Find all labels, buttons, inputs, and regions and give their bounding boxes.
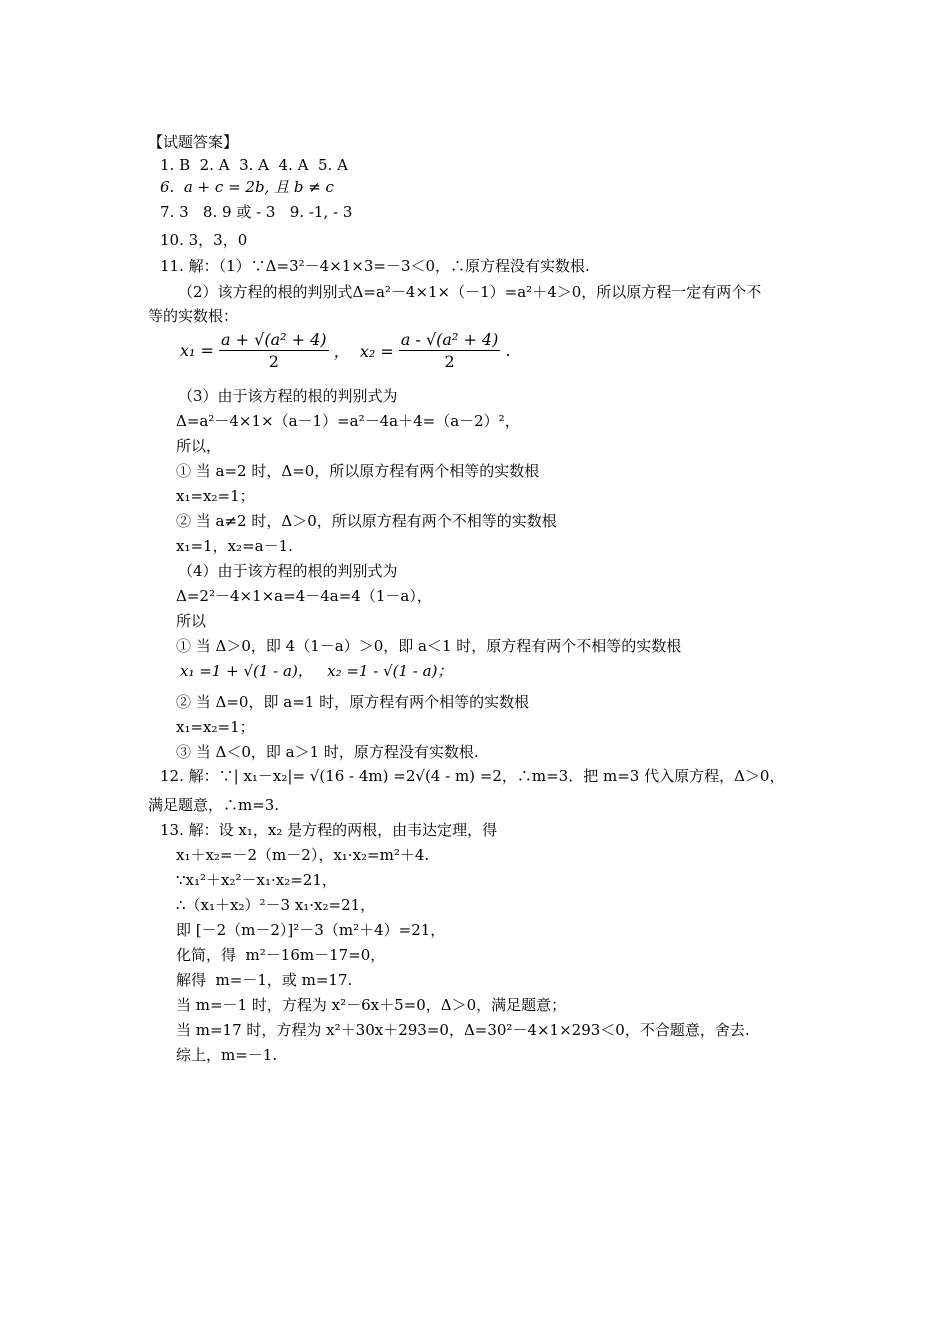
q13-line9: 当 m=17 时，方程为 x²＋30x＋293=0，Δ=30²－4×1×293＜0，不合题意，舍去. [176, 1021, 750, 1039]
answers-7-9: 7. 3 8. 9 或 - 3 9. -1, - 3 [160, 203, 353, 221]
q13-line2: x₁＋x₂=－2（m－2），x₁·x₂=m²＋4. [176, 846, 430, 864]
x2-numerator: a - √(a² + 4) [400, 330, 499, 349]
x2-denominator: 2 [444, 352, 455, 371]
x1-lhs: x₁ = [180, 341, 214, 360]
q11-part3-case1: ① 当 a=2 时，Δ=0，所以原方程有两个相等的实数根 [176, 462, 540, 480]
q11-part4-so: 所以 [176, 612, 207, 630]
q11-part4-intro: （4）由于该方程的根的判别式为 [178, 562, 398, 580]
q11-part4-discriminant: Δ=2²－4×1×a=4－4a=4（1－a）， [176, 587, 432, 605]
q11-roots-formula [180, 330, 511, 380]
q11-part1: 11. 解：（1）∵Δ=3²－4×1×3=－3＜0，∴原方程没有实数根. [160, 257, 590, 275]
q13-line6: 化简，得 m²－16m－17=0， [176, 946, 386, 964]
q13-line1: 13. 解：设 x₁，x₂ 是方程的两根，由韦达定理，得 [160, 821, 498, 839]
q11-part4-case1-roots: x₁ =1 + √(1 - a)， x₂ =1 - √(1 - a)； [180, 662, 453, 680]
answer-10: 10. 3，3，0 [160, 231, 248, 249]
q13-line8: 当 m=－1 时，方程为 x²－6x＋5=0，Δ＞0，满足题意； [176, 996, 567, 1014]
q11-part2-line1: （2）该方程的根的判别式Δ=a²－4×1×（－1）=a²＋4＞0，所以原方程一定有两个不 [178, 283, 762, 301]
x1-numerator: a + √(a² + 4) [221, 330, 327, 349]
x2-lhs: ， x₂ = [333, 342, 394, 361]
q13-line4: ∴（x₁＋x₂）²－3 x₁·x₂=21， [176, 896, 376, 914]
q11-part3-case2: ② 当 a≠2 时，Δ＞0，所以原方程有两个不相等的实数根 [176, 512, 557, 530]
q11-part4-case2: ② 当 Δ=0，即 a=1 时，原方程有两个相等的实数根 [176, 693, 530, 711]
q11-part3-case1-roots: x₁=x₂=1； [176, 487, 255, 505]
answers-1-5: 1. B 2. A 3. A 4. A 5. A [160, 156, 348, 174]
q11-part3-so: 所以， [176, 437, 222, 455]
q11-part4-case3: ③ 当 Δ＜0，即 a＞1 时，原方程没有实数根. [176, 743, 479, 761]
q11-part4-case2-roots: x₁=x₂=1； [176, 718, 255, 736]
q13-line5: 即 [－2（m－2）]²－3（m²＋4）=21， [176, 921, 446, 939]
answers-heading: 【试题答案】 [148, 133, 239, 151]
q11-part2-line2: 等的实数根： [148, 307, 239, 325]
q13-line3: ∵x₁²＋x₂²－x₁·x₂=21， [176, 871, 337, 889]
x1-fraction [219, 330, 329, 371]
q13-line10: 综上，m=－1. [176, 1046, 278, 1064]
q11-part4-case1: ① 当 Δ＞0，即 4（1－a）＞0，即 a＜1 时，原方程有两个不相等的实数根 [176, 637, 682, 655]
formula-end-dot: . [505, 341, 511, 360]
q11-part3-case2-roots: x₁=1，x₂=a－1. [176, 537, 293, 555]
q12-line2: 满足题意，∴m=3. [148, 796, 280, 814]
x1-denominator: 2 [268, 352, 279, 371]
x2-fraction [399, 330, 501, 371]
q13-line7: 解得 m=－1，或 m=17. [176, 971, 353, 989]
q12-line1: 12. 解：∵| x₁－x₂|= √(16 - 4m) =2√(4 - m) =2，∴m=3．把 m=3 代入原方程，Δ＞0， [160, 767, 785, 785]
q11-part3-discriminant: Δ=a²－4×1×（a－1）=a²－4a＋4=（a－2）²， [176, 412, 520, 430]
answer-6: 6. a + c = 2b, 且 b ≠ c [160, 178, 334, 196]
q11-part3-intro: （3）由于该方程的根的判别式为 [178, 387, 398, 405]
